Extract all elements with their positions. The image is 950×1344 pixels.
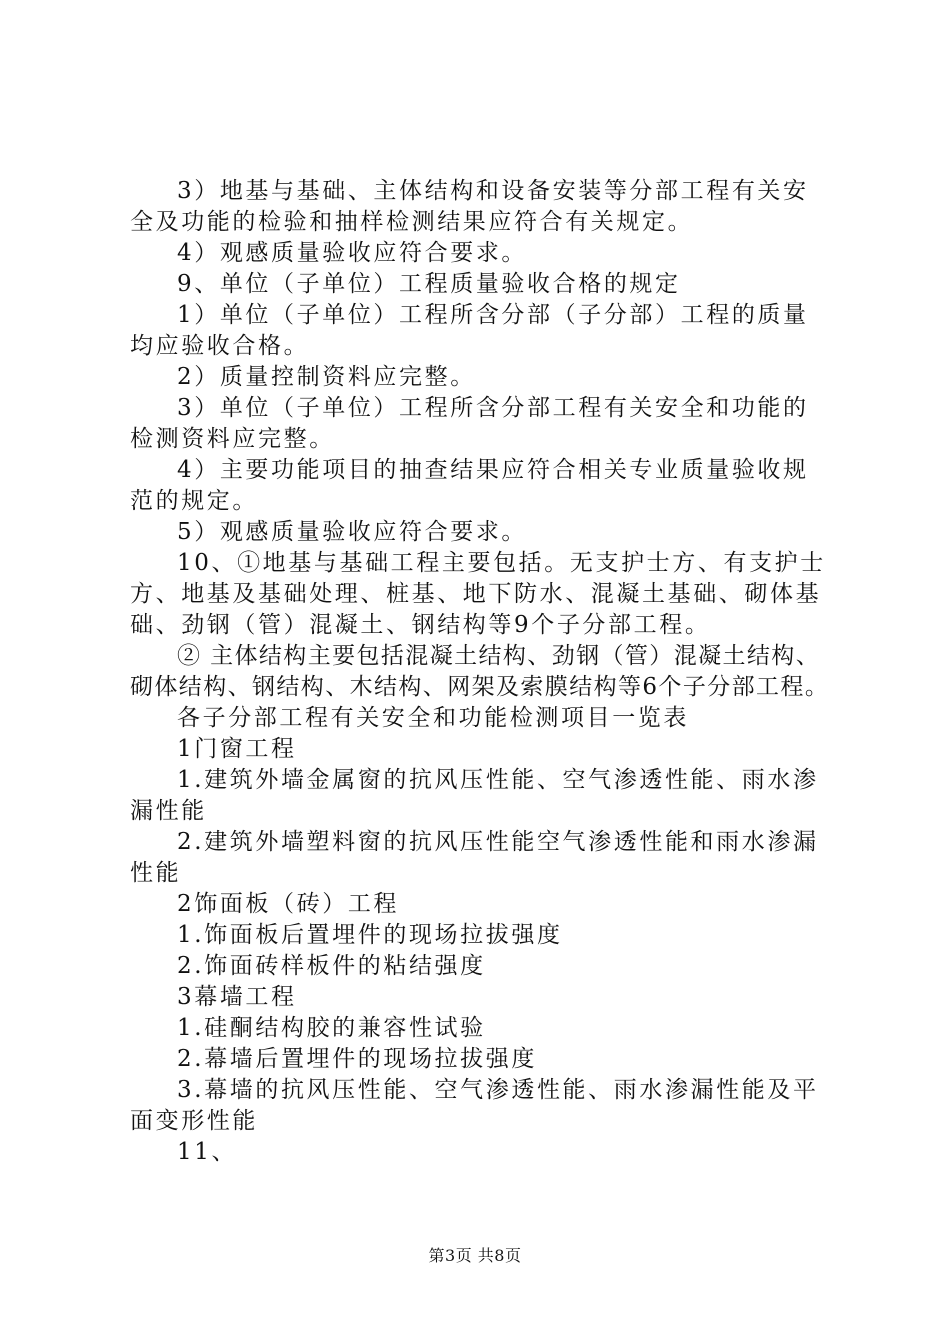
list-item: 1.硅酮结构胶的兼容性试验 (177, 1015, 486, 1041)
list-item: 2.建筑外墙塑料窗的抗风压性能空气渗透性能和雨水渗漏性能 (130, 829, 819, 886)
paragraph: 11、 (177, 1139, 238, 1165)
paragraph-heading: 9、单位（子单位）工程质量验收合格的规定 (177, 271, 681, 297)
paragraph: 2）质量控制资料应完整。 (177, 364, 476, 390)
paragraph: 4）观感质量验收应符合要求。 (177, 240, 528, 266)
list-item: 2.饰面砖样板件的粘结强度 (177, 953, 486, 979)
list-item: 1.饰面板后置埋件的现场拉拔强度 (177, 922, 563, 948)
paragraph: 5）观感质量验收应符合要求。 (177, 519, 528, 545)
paragraph: ② 主体结构主要包括混凝土结构、劲钢（管）混凝土结构、砌体结构、钢结构、木结构、网架及索膜结构等6个子分部工程。 (130, 643, 830, 700)
table-title: 各子分部工程有关安全和功能检测项目一览表 (177, 705, 689, 731)
document-body (130, 176, 832, 1168)
paragraph: 10、①地基与基础工程主要包括。无支护士方、有支护士方、地基及基础处理、桩基、地下防水、混凝土基础、砌体基础、劲钢（管）混凝土、钢结构等9个子分部工程。 (130, 550, 826, 638)
paragraph: 4）主要功能项目的抽查结果应符合相关专业质量验收规范的规定。 (130, 457, 809, 514)
page-footer: 第3页 共8页 (428, 1246, 522, 1265)
paragraph: 3）单位（子单位）工程所含分部工程有关安全和功能的检测资料应完整。 (130, 395, 809, 452)
list-item: 1.建筑外墙金属窗的抗风压性能、空气渗透性能、雨水渗漏性能 (130, 767, 819, 824)
section-heading: 3幕墙工程 (177, 984, 297, 1010)
paragraph: 1）单位（子单位）工程所含分部（子分部）工程的质量均应验收合格。 (130, 302, 809, 359)
list-item: 2.幕墙后置埋件的现场拉拔强度 (177, 1046, 537, 1072)
list-item: 3.幕墙的抗风压性能、空气渗透性能、雨水渗漏性能及平面变形性能 (130, 1077, 819, 1134)
paragraph: 3）地基与基础、主体结构和设备安装等分部工程有关安全及功能的检验和抽样检测结果应符合有关规定。 (130, 178, 809, 235)
section-heading: 1门窗工程 (177, 736, 297, 762)
section-heading: 2饰面板（砖）工程 (177, 891, 400, 917)
